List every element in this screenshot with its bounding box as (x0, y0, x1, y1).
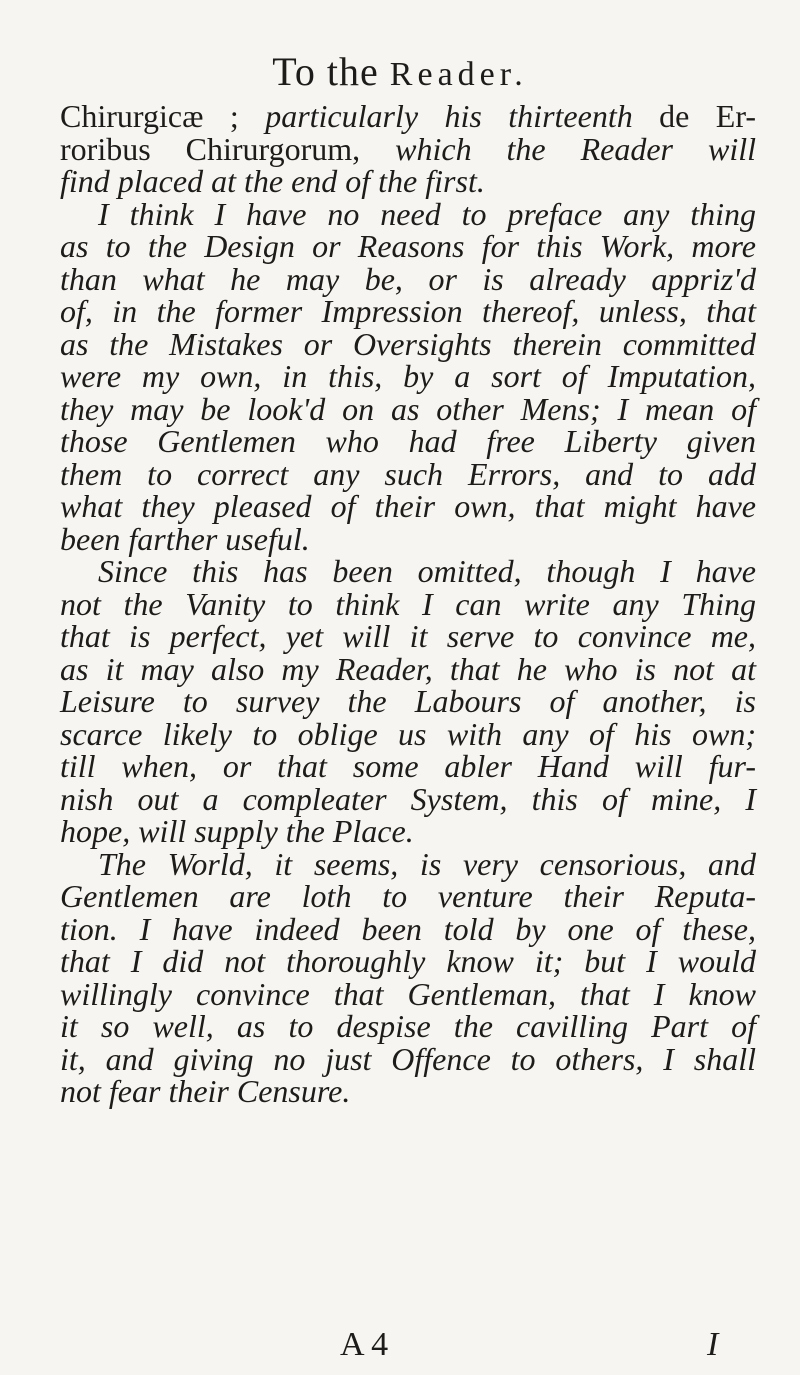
text-line: they may be look'd on as other Mens; I mean of (60, 390, 756, 427)
text-line: I think I have no need to preface any thing (98, 195, 756, 232)
text-line: those Gentlemen who had free Liberty given (60, 423, 756, 459)
catchword: I (707, 1326, 719, 1363)
text-line: tion. I have indeed been told by one of these, (60, 910, 756, 947)
text-line: scarce likely to oblige us with any of his own; (60, 715, 756, 752)
running-head-to: To the (272, 49, 379, 94)
text-line: what they pleased of their own, that might have (60, 488, 756, 524)
text-line: as to the Design or Reasons for this Work, more (60, 228, 756, 264)
text-line: Chirurgicæ ; particularly his thirteenth de Er- (60, 98, 757, 134)
text-line: Leisure to survey the Labours of another, is (60, 683, 756, 719)
text-line: as it may also my Reader, that he who is not at (60, 650, 756, 687)
text-line: been farther useful. (60, 520, 310, 557)
text-line: hope, will supply the Place. (60, 813, 414, 849)
text-line: them to correct any such Errors, and to add (60, 455, 756, 492)
text-line: it, and giving no just Offence to others, I shall (60, 1040, 756, 1077)
text-line: willingly convince that Gentleman, that I know (60, 975, 756, 1012)
text-line: of, in the former Impression thereof, unless, that (60, 293, 756, 329)
text-line: not the Vanity to think I can write any Thing (60, 585, 756, 622)
running-head (0, 48, 800, 95)
body-text (60, 100, 756, 1108)
text-line: find placed at the end of the first. (60, 163, 485, 199)
text-line: than what he may be, or is already appriz'd (60, 260, 756, 297)
text-line: till when, or that some abler Hand will fur- (60, 748, 756, 784)
text-line: that is perfect, yet will it serve to convince me, (60, 618, 756, 654)
running-head-reader: Reader. (389, 56, 528, 93)
text-line: as the Mistakes or Oversights therein committed (60, 325, 756, 362)
text-line: roribus Chirurgorum, which the Reader will (60, 130, 757, 167)
text-line: it so well, as to despise the cavilling Part of (60, 1008, 756, 1044)
signature-mark: A 4 (340, 1326, 389, 1363)
text-line: nish out a compleater System, this of mine, I (60, 780, 756, 817)
text-line: not fear their Censure. (60, 1073, 351, 1109)
text-line: that I did not thoroughly know it; but I would (60, 943, 756, 979)
text-line: were my own, in this, by a sort of Imputation, (60, 358, 756, 394)
text-line: Since this has been omitted, though I have (98, 553, 756, 589)
text-line: The World, it seems, is very censorious, and (98, 845, 756, 882)
text-line: Gentlemen are loth to venture their Reputa- (60, 878, 756, 914)
